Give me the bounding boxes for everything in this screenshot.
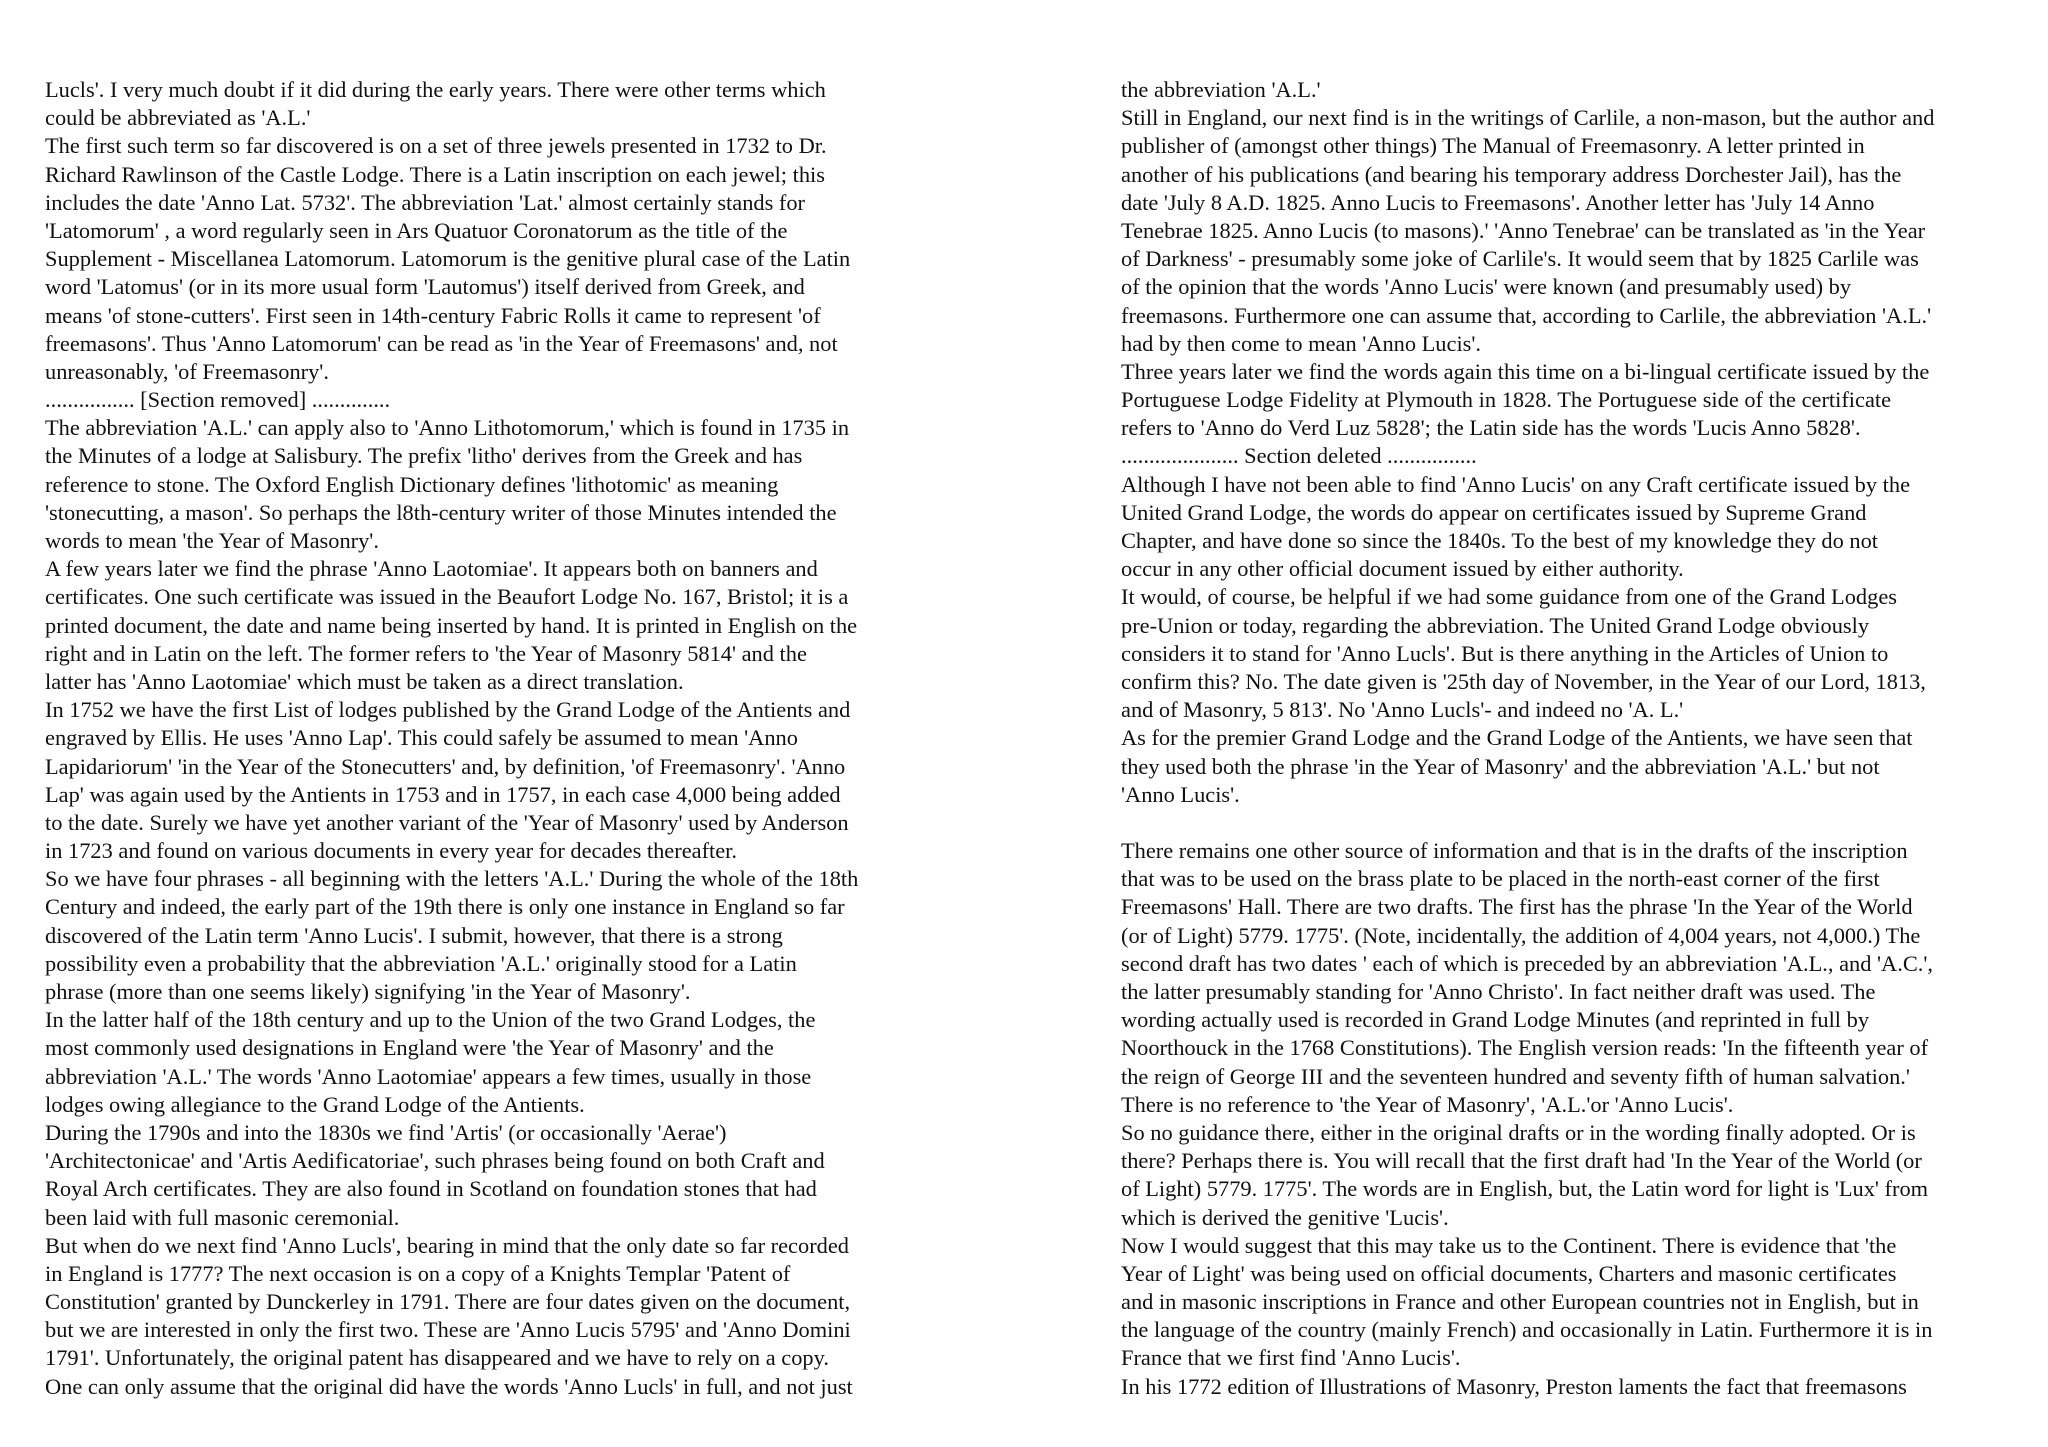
left-column-text-line: latter has 'Anno Laotomiae' which must be taken as a direct translation.: [45, 668, 684, 694]
right-column-text-line: another of his publications (and bearing his temporary address Dorchester Jail), has the: [1121, 161, 1902, 187]
right-column-text-line: which is derived the genitive 'Lucis'.: [1121, 1204, 1449, 1230]
left-column-text-line: engraved by Ellis. He uses 'Anno Lap'. This could safely be assumed to mean 'Anno: [45, 725, 798, 751]
right-column-text-line: Portuguese Lodge Fidelity at Plymouth in 1828. The Portuguese side of the certificate: [1121, 387, 1892, 413]
left-column-text-line: Lapidariorum' 'in the Year of the Stonecutters' and, by definition, 'of Freemasonry'. 'Anno: [45, 753, 846, 779]
left-column-text-line: to the date. Surely we have yet another variant of the 'Year of Masonry' used by Anderson: [45, 809, 849, 835]
left-column-text-line: In the latter half of the 18th century and up to the Union of the two Grand Lodges, the: [45, 1007, 816, 1033]
right-column-text-line: United Grand Lodge, the words do appear on certificates issued by Supreme Grand: [1121, 499, 1867, 525]
right-column-text-line: freemasons. Furthermore one can assume that, according to Carlile, the abbreviation 'A.L.': [1121, 302, 1932, 328]
left-column-text-line: Lap' was again used by the Antients in 1753 and in 1757, in each case 4,000 being added: [45, 781, 841, 807]
left-column-text-line: printed document, the date and name being inserted by hand. It is printed in English on the: [45, 612, 858, 638]
left-column-text-line: unreasonably, 'of Freemasonry'.: [45, 358, 329, 384]
right-column-text-line: of Darkness' - presumably some joke of Carlile's. It would seem that by 1825 Carlile was: [1121, 246, 1919, 272]
left-column-text-line: Constitution' granted by Dunckerley in 1791. There are four dates given on the document,: [45, 1289, 851, 1315]
right-column-text-line: wording actually used is recorded in Grand Lodge Minutes (and reprinted in full by: [1121, 1007, 1870, 1033]
left-column-text-line: Lucls'. I very much doubt if it did during the early years. There were other terms which: [45, 77, 826, 102]
left-column-text-line: During the 1790s and into the 1830s we find 'Artis' (or occasionally 'Aerae'): [45, 1119, 727, 1145]
left-column-text-line: Royal Arch certificates. They are also found in Scotland on foundation stones that had: [45, 1176, 817, 1202]
right-column-text-line: There is no reference to 'the Year of Masonry', 'A.L.'or 'Anno Lucis'.: [1121, 1091, 1734, 1117]
left-column-text-line: lodges owing allegiance to the Grand Lodge of the Antients.: [45, 1091, 585, 1117]
left-page-column: [45, 76, 945, 1401]
left-column-text-line: word 'Latomus' (or in its more usual form 'Lautomus') itself derived from Greek, and: [45, 274, 805, 300]
right-column-text-line: It would, of course, be helpful if we had some guidance from one of the Grand Lodges: [1121, 584, 1897, 610]
right-column-text-line: Freemasons' Hall. There are two drafts. The first has the phrase 'In the Year of the World: [1121, 894, 1913, 920]
left-column-text-line: So we have four phrases - all beginning with the letters 'A.L.' During the whole of the 18th: [45, 866, 859, 892]
right-column-text-line: and of Masonry, 5 813'. No 'Anno Lucls'- and indeed no 'A. L.': [1121, 697, 1684, 723]
right-column-text-line: there? Perhaps there is. You will recall that the first draft had 'In the Year of the World (or: [1121, 1148, 1922, 1174]
left-column-text-line: the Minutes of a lodge at Salisbury. The prefix 'litho' derives from the Greek and has: [45, 443, 803, 469]
left-column-text-line: ................ [Section removed] ..............: [45, 387, 391, 413]
right-column-text-line: occur in any other official document issued by either authority.: [1121, 556, 1684, 582]
right-column-text-line: the latter presumably standing for 'Anno Christo'. In fact neither draft was used. The: [1121, 979, 1876, 1004]
left-column-text-line: means 'of stone-cutters'. First seen in 14th-century Fabric Rolls it came to represent 'of: [45, 302, 821, 328]
right-column-text-line: Still in England, our next find is in the writings of Carlile, a non-mason, but the author and: [1121, 105, 1935, 131]
left-column-text-line: possibility even a probability that the abbreviation 'A.L.' originally stood for a Latin: [45, 950, 797, 976]
right-column-text-line: considers it to stand for 'Anno Lucls'. But is there anything in the Articles of Union to: [1121, 640, 1889, 666]
left-column-text-line: The first such term so far discovered is on a set of three jewels presented in 1732 to Dr.: [45, 133, 827, 159]
right-column-text-line: that was to be used on the brass plate to be placed in the north-east corner of the first: [1121, 866, 1880, 892]
left-column-text-line: A few years later we find the phrase 'Anno Laotomiae'. It appears both on banners and: [45, 556, 818, 582]
left-column-text-line: 'Architectonicae' and 'Artis Aedificatoriae', such phrases being found on both Craft and: [45, 1148, 825, 1174]
right-column-text-line: the abbreviation 'A.L.': [1121, 77, 1321, 102]
left-column-text-line: The abbreviation 'A.L.' can apply also to 'Anno Lithotomorum,' which is found in 1735 in: [45, 415, 850, 441]
left-column-text-line: could be abbreviated as 'A.L.': [45, 105, 311, 131]
right-column-text-line: So no guidance there, either in the original drafts or in the wording finally adopted. Or is: [1121, 1119, 1916, 1145]
left-column-text-line: Century and indeed, the early part of the 19th there is only one instance in England so far: [45, 894, 845, 920]
right-column-text-line: pre-Union or today, regarding the abbreviation. The United Grand Lodge obviously: [1121, 612, 1870, 638]
left-column-text-line: 'stonecutting, a mason'. So perhaps the l8th-century writer of those Minutes intended the: [45, 499, 837, 525]
right-column-text-line: Three years later we find the words again this time on a bi-lingual certificate issued by the: [1121, 358, 1930, 384]
left-column-text-line: 'Latomorum' , a word regularly seen in Ars Quatuor Coronatorum as the title of the: [45, 217, 788, 243]
right-column-text-line: There remains one other source of information and that is in the drafts of the inscription: [1121, 838, 1908, 864]
left-column-text-line: in England is 1777? The next occasion is on a copy of a Knights Templar 'Patent of: [45, 1260, 791, 1286]
right-column-text-line: As for the premier Grand Lodge and the Grand Lodge of the Antients, we have seen that: [1121, 725, 1913, 751]
right-column-text-line: had by then come to mean 'Anno Lucis'.: [1121, 330, 1482, 356]
left-column-text-line: In 1752 we have the first List of lodges published by the Grand Lodge of the Antients and: [45, 697, 851, 723]
right-column-text-line: France that we first find 'Anno Lucis'.: [1121, 1345, 1461, 1371]
right-page-column: [1121, 76, 2021, 1401]
left-column-text-line: reference to stone. The Oxford English Dictionary defines 'lithotomic' as meaning: [45, 471, 779, 497]
left-column-text-line: discovered of the Latin term 'Anno Lucis'. I submit, however, that there is a strong: [45, 922, 783, 948]
right-column-text-line: of Light) 5779. 1775'. The words are in English, but, the Latin word for light is 'Lux' from: [1121, 1176, 1929, 1202]
left-column-text-line: includes the date 'Anno Lat. 5732'. The abbreviation 'Lat.' almost certainly stands for: [45, 189, 806, 215]
right-column-text-line: the language of the country (mainly French) and occasionally in Latin. Furthermore it is in: [1121, 1317, 1933, 1343]
left-column-text-line: phrase (more than one seems likely) signifying 'in the Year of Masonry'.: [45, 979, 691, 1004]
right-column-text-line: second draft has two dates ' each of which is preceded by an abbreviation 'A.L., and 'A.C.',: [1121, 950, 1933, 976]
right-column-text-line: of the opinion that the words 'Anno Lucis' were known (and presumably used) by: [1121, 274, 1852, 300]
right-column-text-line: Although I have not been able to find 'Anno Lucis' on any Craft certificate issued by the: [1121, 471, 1911, 497]
right-column-text-line: publisher of (amongst other things) The Manual of Freemasonry. A letter printed in: [1121, 133, 1865, 159]
right-column-text-line: (or of Light) 5779. 1775'. (Note, incidentally, the addition of 4,004 years, not 4,000.) The: [1121, 922, 1921, 948]
left-column-text-line: Supplement - Miscellanea Latomorum. Latomorum is the genitive plural case of the Latin: [45, 246, 851, 272]
right-column-text-line: and in masonic inscriptions in France and other European countries not in English, but in: [1121, 1289, 1919, 1315]
left-column-text-line: right and in Latin on the left. The former refers to 'the Year of Masonry 5814' and the: [45, 640, 807, 666]
right-column-text-line: [1121, 809, 2021, 837]
right-column-text-line: they used both the phrase 'in the Year of Masonry' and the abbreviation 'A.L.' but not: [1121, 753, 1880, 779]
left-column-text-line: 1791'. Unfortunately, the original patent has disappeared and we have to rely on a copy.: [45, 1345, 829, 1371]
left-column-text-line: abbreviation 'A.L.' The words 'Anno Laotomiae' appears a few times, usually in those: [45, 1063, 812, 1089]
right-column-text-line: 'Anno Lucis'.: [1121, 781, 1240, 807]
right-column-text-line: In his 1772 edition of Illustrations of Masonry, Preston laments the fact that freemasons: [1121, 1373, 1907, 1399]
left-column-text-line: Richard Rawlinson of the Castle Lodge. There is a Latin inscription on each jewel; this: [45, 161, 825, 187]
right-column-text-line: ..................... Section deleted ................: [1121, 443, 1477, 469]
right-column-text-line: the reign of George III and the seventeen hundred and seventy fifth of human salvation.': [1121, 1063, 1910, 1089]
left-column-text-line: But when do we next find 'Anno Lucls', bearing in mind that the only date so far recorded: [45, 1232, 849, 1258]
left-column-text-line: certificates. One such certificate was issued in the Beaufort Lodge No. 167, Bristol; it is a: [45, 584, 849, 610]
right-column-text-line: Now I would suggest that this may take us to the Continent. There is evidence that 'the: [1121, 1232, 1897, 1258]
right-column-text-line: Tenebrae 1825. Anno Lucis (to masons).' 'Anno Tenebrae' can be translated as 'in the Year: [1121, 217, 1926, 243]
left-column-text-line: One can only assume that the original did have the words 'Anno Lucls' in full, and not just: [45, 1373, 853, 1399]
right-column-text-line: refers to 'Anno do Verd Luz 5828'; the Latin side has the words 'Lucis Anno 5828'.: [1121, 415, 1861, 441]
right-column-text-line: Year of Light' was being used on official documents, Charters and masonic certificates: [1121, 1260, 1897, 1286]
left-column-text-line: in 1723 and found on various documents in every year for decades thereafter.: [45, 838, 737, 864]
left-column-text-line: words to mean 'the Year of Masonry'.: [45, 528, 379, 553]
right-column-text-line: date 'July 8 A.D. 1825. Anno Lucis to Freemasons'. Another letter has 'July 14 Anno: [1121, 189, 1875, 215]
right-column-text-line: confirm this? No. The date given is '25th day of November, in the Year of our Lord, 1813,: [1121, 668, 1926, 694]
left-column-text-line: freemasons'. Thus 'Anno Latomorum' can be read as 'in the Year of Freemasons' and, not: [45, 330, 838, 356]
right-column-text-line: Noorthouck in the 1768 Constitutions). The English version reads: 'In the fifteenth year of: [1121, 1035, 1929, 1061]
left-column-text-line: but we are interested in only the first two. These are 'Anno Lucis 5795' and 'Anno Domini: [45, 1317, 851, 1343]
right-column-text-line: Chapter, and have done so since the 1840s. To the best of my knowledge they do not: [1121, 528, 1879, 553]
left-column-text-line: been laid with full masonic ceremonial.: [45, 1204, 400, 1230]
left-column-text-line: most commonly used designations in England were 'the Year of Masonry' and the: [45, 1035, 774, 1061]
